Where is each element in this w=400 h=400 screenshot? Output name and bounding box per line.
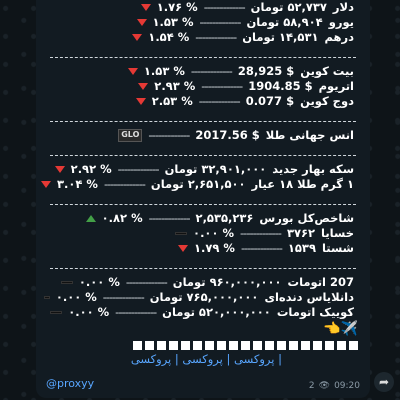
square-glyph (313, 341, 322, 350)
glo-badge-icon: GLO (118, 129, 142, 142)
quote-change-pct: % ۲.۵۳ (151, 93, 193, 108)
quote-name: خسایا (321, 225, 354, 240)
quote-name: دوج کوین (300, 93, 354, 108)
quote-change-pct: % ۰.۰۰ (55, 289, 97, 304)
quote-row (44, 241, 362, 256)
square-glyph (349, 341, 358, 350)
quote-value: $ 0.077 (245, 93, 295, 108)
square-glyph (241, 341, 250, 350)
quote-row (44, 177, 362, 192)
quote-change-pct: % ۲.۹۳ (154, 78, 196, 93)
quote-value: ۵۸,۹۰۴ تومان (246, 14, 323, 29)
down-arrow-icon (55, 166, 65, 173)
quote-value: ۲,۵۳۵,۲۳۶ (195, 210, 254, 225)
square-glyph (145, 341, 154, 350)
quote-change-pct: % ۱.۵۴ (148, 29, 190, 44)
square-glyph (265, 341, 274, 350)
dash-filler: ------------- (240, 240, 282, 255)
quote-row (44, 162, 362, 177)
quote-name: دانلایاس دنده‌ای (264, 289, 354, 304)
gold-ounce-label: انس جهانی طلا (265, 127, 354, 142)
quote-row (44, 305, 362, 320)
square-glyph (157, 341, 166, 350)
quote-value: ۱۵۳۹ (287, 240, 316, 255)
crypto-section (44, 64, 362, 109)
dash-filler: ------------- (203, 0, 245, 14)
square-glyph (229, 341, 238, 350)
separator (50, 155, 356, 156)
separator (50, 121, 356, 122)
square-glyph (337, 341, 346, 350)
message-time: 09:20 (334, 380, 360, 391)
share-arrow-icon: ➦ (378, 375, 390, 389)
dash-filler: ------------- (125, 274, 167, 289)
quote-name: شاخص‌کل بورس (259, 210, 354, 225)
cars-section (44, 275, 362, 320)
emoji-row: ✈️👈 (323, 321, 358, 337)
down-arrow-icon (178, 245, 188, 252)
flat-bar-icon (175, 232, 187, 235)
quote-value: ۳۲,۹۰۱,۰۰۰ تومان (164, 161, 267, 176)
separator (50, 204, 356, 205)
view-count: 2 (308, 380, 315, 391)
quote-name: ۱ گرم طلا ۱۸ عیار (251, 176, 354, 191)
quote-value: ۲,۶۵۱,۵۰۰ تومان (150, 176, 246, 191)
quote-value: $ 28,925 (237, 63, 295, 78)
eye-icon: 👁 (318, 380, 331, 391)
proxy-links[interactable]: | پروکسی | پروکسی | پروکسی (130, 352, 282, 366)
down-arrow-icon (136, 98, 146, 105)
quote-change-pct: % ۳.۰۴ (56, 176, 98, 191)
quote-name: درهم (324, 29, 354, 44)
quote-value: ۵۲,۷۳۷ تومان (250, 0, 327, 14)
square-glyph (169, 341, 178, 350)
square-glyph (193, 341, 202, 350)
quote-row (44, 226, 362, 241)
square-glyph (325, 341, 334, 350)
quote-row (44, 211, 362, 226)
message-bubble (36, 0, 370, 398)
down-arrow-icon (138, 83, 148, 90)
flat-bar-icon (50, 311, 62, 314)
stocks-section (44, 211, 362, 256)
quote-row (44, 64, 362, 79)
gold-section (44, 162, 362, 192)
square-glyph-row (44, 338, 362, 352)
square-glyph (277, 341, 286, 350)
dash-filler: ------------- (198, 93, 240, 108)
left-margin (0, 0, 36, 400)
square-glyph (217, 341, 226, 350)
quote-value: ۵۲۰,۰۰۰,۰۰۰ تومان (162, 304, 271, 319)
square-glyph (205, 341, 214, 350)
quote-value: ۳۷۶۲ (286, 225, 316, 240)
separator (50, 268, 356, 269)
quote-name: دلار (332, 0, 354, 14)
quote-name: کوییک اتومات (276, 304, 354, 319)
separator (50, 57, 356, 58)
quote-value: ۹۶۰,۰۰۰,۰۰۰ تومان (172, 274, 282, 289)
down-arrow-icon (128, 68, 138, 75)
quote-value: ۷۶۵,۰۰۰,۰۰۰ تومان (149, 289, 259, 304)
quote-change-pct: % ۰.۰۰ (193, 225, 235, 240)
dash-filler: ------------- (148, 210, 190, 225)
flat-bar-icon (61, 281, 73, 284)
flat-bar-icon (44, 296, 50, 299)
square-glyph (289, 341, 298, 350)
dash-filler: ------------- (103, 176, 145, 191)
gold-ounce-row (44, 128, 362, 143)
quote-name: یورو (328, 14, 354, 29)
quote-name: اتریوم (318, 78, 354, 93)
dash-filler: ------------- (201, 78, 243, 93)
dash-filler: ------------- (190, 63, 232, 78)
square-glyph (253, 341, 262, 350)
down-arrow-icon (137, 19, 147, 26)
quote-change-pct: % ۲.۹۲ (70, 161, 112, 176)
quote-change-pct: % ۱.۵۳ (152, 14, 194, 29)
quote-name: 207 اتومات (287, 274, 354, 289)
quote-row (44, 275, 362, 290)
channel-handle-link[interactable]: @proxyy (46, 377, 95, 391)
dash-filler: ------------- (199, 14, 241, 29)
quote-row (44, 15, 362, 30)
quote-name: شستا (321, 240, 354, 255)
quote-change-pct: % ۰.۰۰ (78, 274, 120, 289)
quote-row (44, 94, 362, 109)
dash-filler: ------------- (148, 127, 190, 142)
square-glyph (133, 341, 142, 350)
dash-filler: ------------- (240, 225, 281, 240)
down-arrow-icon (41, 181, 51, 188)
quote-row (44, 79, 362, 94)
quote-change-pct: % ۱.۷۹ (193, 240, 235, 255)
down-arrow-icon (141, 4, 151, 11)
quote-value: $ 1904.85 (248, 78, 313, 93)
up-arrow-icon (86, 215, 96, 222)
square-glyph (181, 341, 190, 350)
currency-section (44, 0, 362, 45)
quote-change-pct: % ۰.۰۰ (68, 304, 110, 319)
quote-change-pct: % ۱.۷۶ (156, 0, 198, 14)
quote-change-pct: % ۱.۵۳ (143, 63, 185, 78)
quote-row (44, 30, 362, 45)
gold-ounce-value: $ 2017.56 (195, 127, 260, 142)
quote-value: ۱۴,۵۳۱ تومان (242, 29, 319, 44)
dash-filler: ------------- (117, 161, 159, 176)
quote-name: سکه بهار جدید (272, 161, 354, 176)
share-button[interactable] (374, 372, 394, 392)
dash-filler: ------------- (115, 304, 157, 319)
quote-change-pct: % ۰.۸۲ (101, 210, 143, 225)
quote-row (44, 0, 362, 15)
quote-name: بیت کوین (300, 63, 354, 78)
down-arrow-icon (132, 34, 142, 41)
dash-filler: ------------- (102, 289, 144, 304)
dash-filler: ------------- (195, 29, 237, 44)
square-glyph (301, 341, 310, 350)
message-meta (309, 380, 360, 392)
quote-row (44, 290, 362, 305)
